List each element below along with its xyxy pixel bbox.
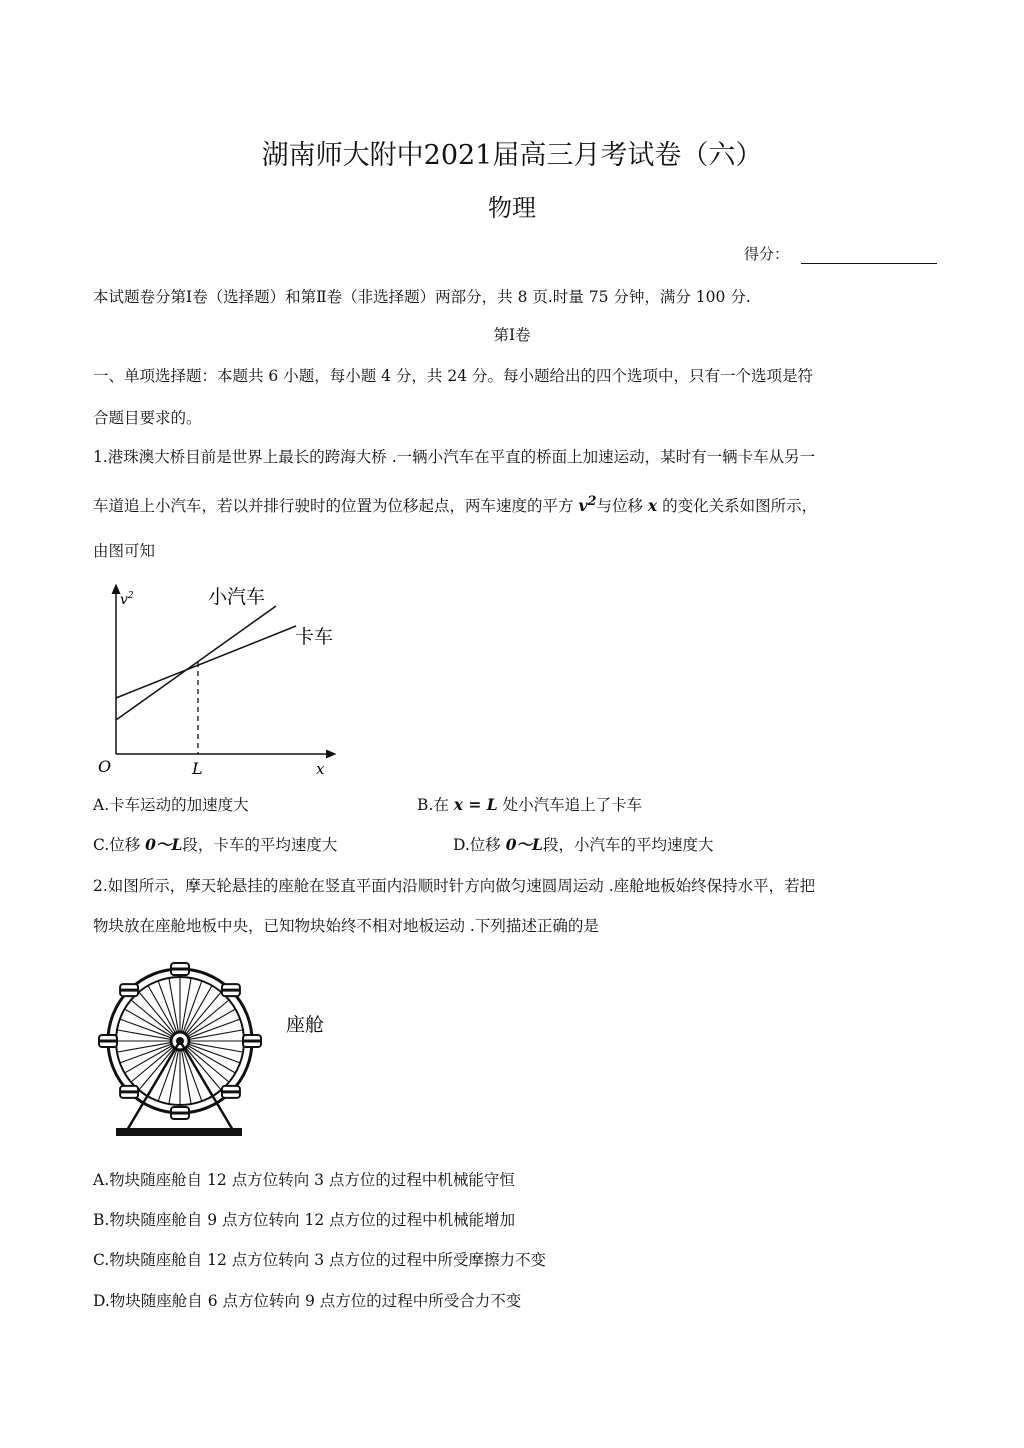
q2-line1: 2.如图所示，摩天轮悬挂的座舱在竖直平面内沿顺时针方向做匀速圆周运动 .座舱地板始终保持水平，若把 [93, 877, 816, 895]
q1-option-a: A.卡车运动的加速度大 [93, 796, 249, 814]
cabin [99, 1035, 117, 1047]
cabin [120, 984, 138, 996]
section-title: 第Ⅰ卷 [493, 326, 531, 344]
v-superscript: 2 [587, 494, 597, 509]
car-line [116, 606, 276, 720]
score-field [744, 243, 937, 264]
q2-option-d: D.物块随座舱自 6 点方位转向 9 点方位的过程中所受合力不变 [93, 1292, 522, 1310]
cabin [222, 1086, 240, 1098]
cabin [171, 963, 189, 975]
q1-option-d-part-b: 段，小汽车的平均速度大 [542, 836, 714, 854]
x-axis-label: x [316, 760, 325, 778]
cabin [120, 1086, 138, 1098]
intro-text: 本试题卷分第Ⅰ卷（选择题）和第Ⅱ卷（非选择题）两部分，共 8 页.时量 75 分钟，满分 100 分. [93, 288, 751, 306]
origin-label: O [98, 757, 112, 776]
l-label: L [192, 759, 203, 778]
ferris-wheel-figure [96, 956, 346, 1142]
truck-line [116, 626, 296, 698]
q1-option-b-part-b: 处小汽车追上了卡车 [502, 796, 643, 814]
q1-line3: 由图可知 [93, 542, 156, 560]
part1-line2: 合题目要求的。 [93, 409, 202, 427]
q1-option-b-part-a: B.在 [417, 796, 449, 814]
q1-option-c [93, 833, 337, 855]
q1-line2 [93, 494, 817, 516]
ground-base [116, 1128, 242, 1136]
q2-line2: 物块放在座舱地板中央，已知物块始终不相对地板运动 .下列描述正确的是 [93, 917, 599, 935]
q2-option-b: B.物块随座舱自 9 点方位转向 12 点方位的过程中机械能增加 [93, 1211, 516, 1229]
q1-option-d [453, 833, 713, 855]
q1-option-b-equation: x = L [453, 795, 498, 814]
q2-option-a: A.物块随座舱自 12 点方位转向 3 点方位的过程中机械能守恒 [93, 1171, 515, 1189]
q1-option-c-equation: 0～L [145, 835, 183, 854]
page-title: 湖南师大附中2021届高三月考试卷（六） [261, 140, 763, 171]
q1-option-c-part-a: C.位移 [93, 836, 141, 854]
v-letter: v [578, 496, 588, 516]
q1-v2-x-graph [90, 578, 350, 778]
q1-line2-part-b: 与位移 [596, 497, 643, 516]
subject-title: 物理 [488, 194, 536, 222]
part1-line1: 一、单项选择题：本题共 6 小题，每小题 4 分，共 24 分。每小题给出的四个选项中，只有一个选项是符 [93, 367, 814, 385]
q1-line2-part-a: 车道追上小汽车，若以并排行驶时的位置为位移起点，两车速度的平方 [93, 497, 574, 516]
q1-option-c-part-b: 段，卡车的平均速度大 [182, 836, 338, 854]
q1-line1: 1.港珠澳大桥目前是世界上最长的跨海大桥 .一辆小汽车在平直的桥面上加速运动，某时有一辆卡车从另一 [93, 448, 816, 466]
cabin [243, 1035, 261, 1047]
car-label: 小汽车 [208, 586, 266, 608]
q2-option-c: C.物块随座舱自 12 点方位转向 3 点方位的过程中所受摩擦力不变 [93, 1251, 547, 1269]
q1-line2-part-c: 的变化关系如图所示， [662, 497, 818, 516]
cabin-label: 座舱 [286, 1014, 325, 1036]
cabin [171, 1107, 189, 1119]
q1-option-d-equation: 0～L [505, 835, 543, 854]
cabin [222, 984, 240, 996]
q1-v-symbol [578, 496, 596, 515]
q1-option-d-part-a: D.位移 [453, 836, 501, 854]
score-blank-line [801, 249, 937, 264]
q1-x-symbol: x [647, 496, 658, 516]
q1-option-b [417, 793, 642, 815]
truck-label: 卡车 [295, 626, 334, 648]
y-axis-label: $v^2$ [120, 591, 134, 608]
score-label: 得分： [744, 245, 790, 263]
